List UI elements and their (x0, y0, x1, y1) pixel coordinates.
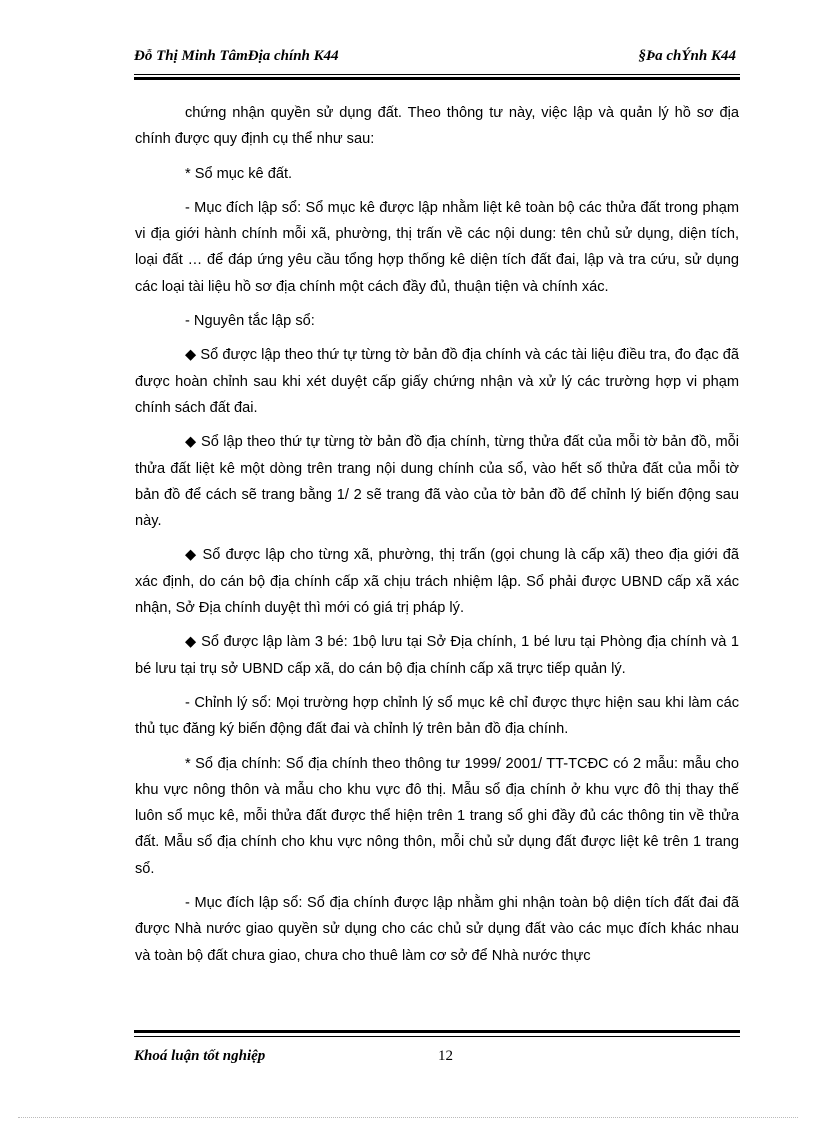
footer-rule-thin (134, 1036, 740, 1037)
body-text (135, 100, 739, 977)
paragraph: - Mục đích lập sổ: Sổ địa chính được lập nhằm ghi nhận toàn bộ diện tích đất đai đã được Nhà nước giao quyền sử dụng cho các chủ sử dụng đất vào các mục đích khác nhau và toàn bộ đất chưa giao, chưa cho thuê làm cơ sở để Nhà nước thực (135, 895, 739, 964)
footer-rule-thick (134, 1030, 740, 1033)
page-edge-divider (18, 1117, 798, 1118)
footer-title: Khoá luận tốt nghiệp (134, 1048, 266, 1064)
section-heading: * Sổ mục kê đất. (185, 165, 293, 182)
paragraph: * Sổ địa chính: Sổ địa chính theo thông tư 1999/ 2001/ TT-TCĐC có 2 mẫu: mẫu cho khu vực nông thôn và mẫu cho khu vực đô thị. Mẫu sổ địa chính ở khu vực đô thị thay thế luôn sổ mục kê, mỗi thửa đất được thể hiện trên 1 trang sổ ghi đầy đủ các thông tin về thửa đất. Mẫu sổ địa chính cho khu vực nông thôn, mỗi chủ sử dụng đất được liệt kê trên 1 trang sổ. (135, 755, 739, 877)
bullet-paragraph: ◆ Sổ lập theo thứ tự từng tờ bản đồ địa chính, từng thửa đất của mỗi tờ bản đồ, mỗi thửa đất liệt kê một dòng trên trang nội dung chính của sổ, vào hết số thửa đất của mỗi tờ bản đồ để cách sẽ trang bằng 1/ 2 sẽ trang đã vào của tờ bản đồ để chỉnh lý biến động sau này. (135, 434, 739, 530)
paragraph: - Nguyên tắc lập sổ: (185, 313, 315, 330)
page-number: 12 (438, 1048, 453, 1064)
header-author: Đỗ Thị Minh TâmĐịa chính K44 (134, 48, 339, 64)
page-header (134, 48, 740, 72)
paragraph: - Chỉnh lý sổ: Mọi trường hợp chỉnh lý sổ mục kê chỉ được thực hiện sau khi làm các thủ tục đăng ký biến động đất đai và chỉnh lý trên bản đồ địa chính. (135, 694, 739, 738)
page-footer (134, 1048, 740, 1072)
bullet-paragraph: ◆ Sổ được lập theo thứ tự từng tờ bản đồ địa chính và các tài liệu điều tra, đo đạc đã được hoàn chỉnh sau khi xét duyệt cấp giấy chứng nhận và xử lý các trường hợp vi phạm chính sách đất đai. (135, 347, 739, 416)
paragraph: chứng nhận quyền sử dụng đất. Theo thông tư này, việc lập và quản lý hồ sơ địa chính được quy định cụ thể như sau: (135, 105, 739, 148)
bullet-paragraph: ◆ Sổ được lập làm 3 bé: 1bộ lưu tại Sở Địa chính, 1 bé lưu tại Phòng địa chính và 1 bé lưu tại trụ sở UBND cấp xã, do cán bộ địa chính cấp xã trực tiếp quản lý. (135, 634, 739, 677)
bullet-paragraph: ◆ Sổ được lập cho từng xã, phường, thị trấn (gọi chung là cấp xã) theo địa giới đã xác định, do cán bộ địa chính cấp xã chịu trách nhiệm lập. Sổ phải được UBND cấp xã xác nhận, Sở Địa chính duyệt thì mới có giá trị pháp lý. (135, 547, 739, 617)
header-class: §Þa chÝnh K44 (638, 48, 736, 64)
paragraph: - Mục đích lập sổ: Sổ mục kê được lập nhằm liệt kê toàn bộ các thửa đất trong phạm vi địa giới hành chính mỗi xã, phường, thị trấn về các nội dung: tên chủ sử dụng, diện tích, loại đất … để đáp ứng yêu cầu tổng hợp thống kê diện tích đất đai, lập và tra cứu, sử dụng các loại tài liệu hồ sơ địa chính một cách đầy đủ, thuận tiện và chính xác. (135, 199, 739, 295)
header-rule-thin (134, 74, 740, 75)
header-rule-thick (134, 77, 740, 80)
